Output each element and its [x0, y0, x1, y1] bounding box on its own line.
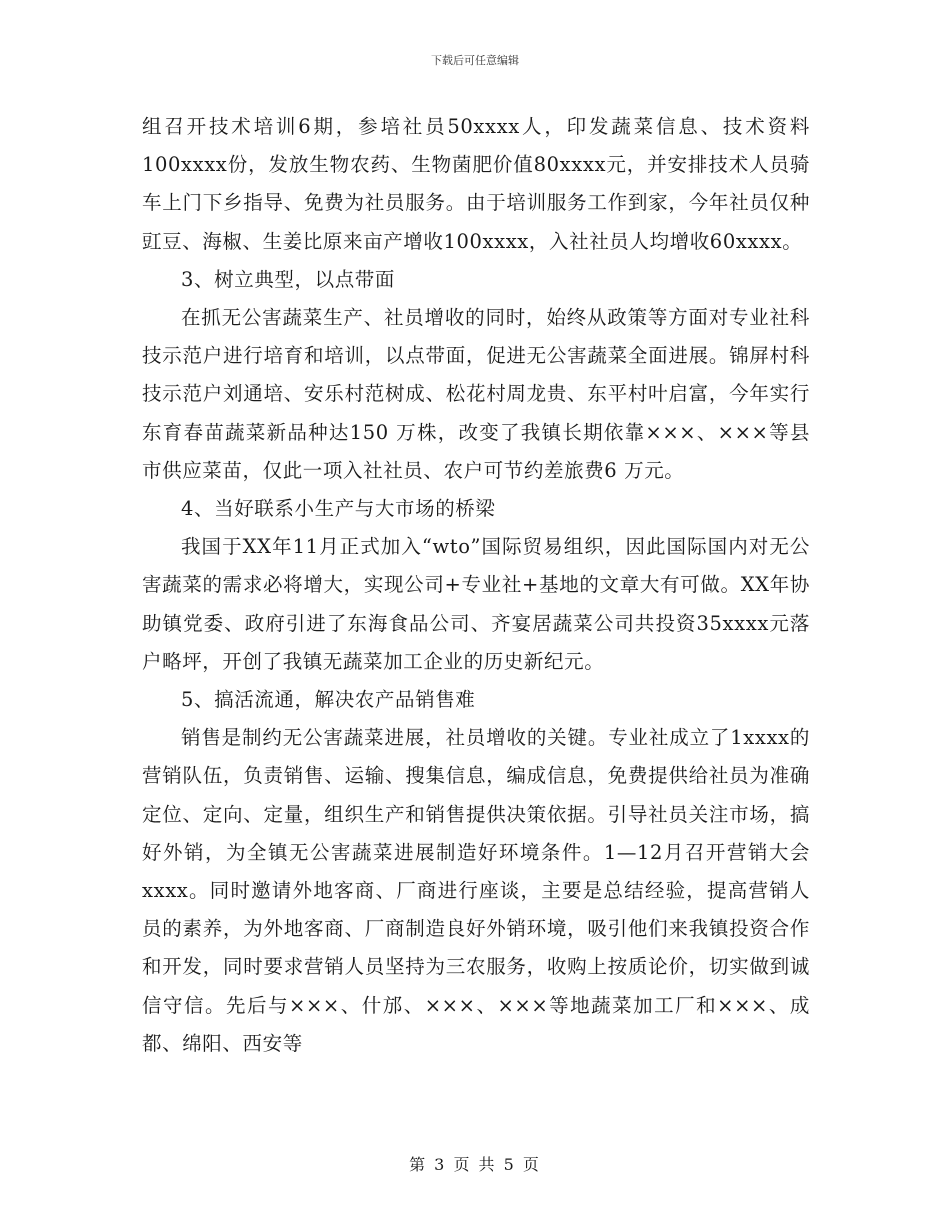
paragraph: 我国于XX年11月正式加入“wto”国际贸易组织，因此国际国内对无公害蔬菜的需求必将增大，实现公司+专业社+基地的文章大有可做。XX年协助镇党委、政府引进了东海食品公司、齐宴居蔬菜公司共投资35xxxx元落户略坪，开创了我镇无蔬菜加工企业的历史新纪元。	[142, 535, 810, 673]
document-body	[142, 108, 810, 1063]
section-heading: 4、当好联系小生产与大市场的桥梁	[181, 497, 496, 521]
section-heading: 5、搞活流通，解决农产品销售难	[181, 688, 476, 712]
page-footer: 第 3 页 共 5 页	[409, 1155, 541, 1174]
paragraph: 在抓无公害蔬菜生产、社员增收的同时，始终从政策等方面对专业社科技示范户进行培育和培训，以点带面，促进无公害蔬菜全面进展。锦屏村科技示范户刘通培、安乐村范树成、松花村周龙贵、东平村叶启富，今年实行东育春苗蔬菜新品种达150 万株，改变了我镇长期依靠×××、×××等县市供应菜苗，仅此一项入社社员、农户可节约差旅费6 万元。	[142, 306, 810, 482]
page-header: 下载后可任意编辑	[431, 54, 519, 67]
paragraph: 销售是制约无公害蔬菜进展，社员增收的关键。专业社成立了1xxxx的营销队伍，负责销售、运输、搜集信息，编成信息，免费提供给社员为准确定位、定向、定量，组织生产和销售提供决策依据。引导社员关注市场，搞好外销，为全镇无公害蔬菜进展制造好环境条件。1—12月召开营销大会xxxx。同时邀请外地客商、厂商进行座谈，主要是总结经验，提高营销人员的素养，为外地客商、厂商制造良好外销环境，吸引他们来我镇投资合作和开发，同时要求营销人员坚持为三农服务，收购上按质论价，切实做到诚信守信。先后与×××、什邡、×××、×××等地蔬菜加工厂和×××、成都、绵阳、西安等	[142, 726, 810, 1055]
section-heading: 3、树立典型，以点带面	[181, 267, 396, 291]
paragraph: 组召开技术培训6期，参培社员50xxxx人，印发蔬菜信息、技术资料100xxxx份，发放生物农药、生物菌肥价值80xxxx元，并安排技术人员骑车上门下乡指导、免费为社员服务。由于培训服务工作到家，今年社员仅种豇豆、海椒、生姜比原来亩产增收100xxxx，入社社员人均增收60xxxx。	[142, 115, 810, 253]
